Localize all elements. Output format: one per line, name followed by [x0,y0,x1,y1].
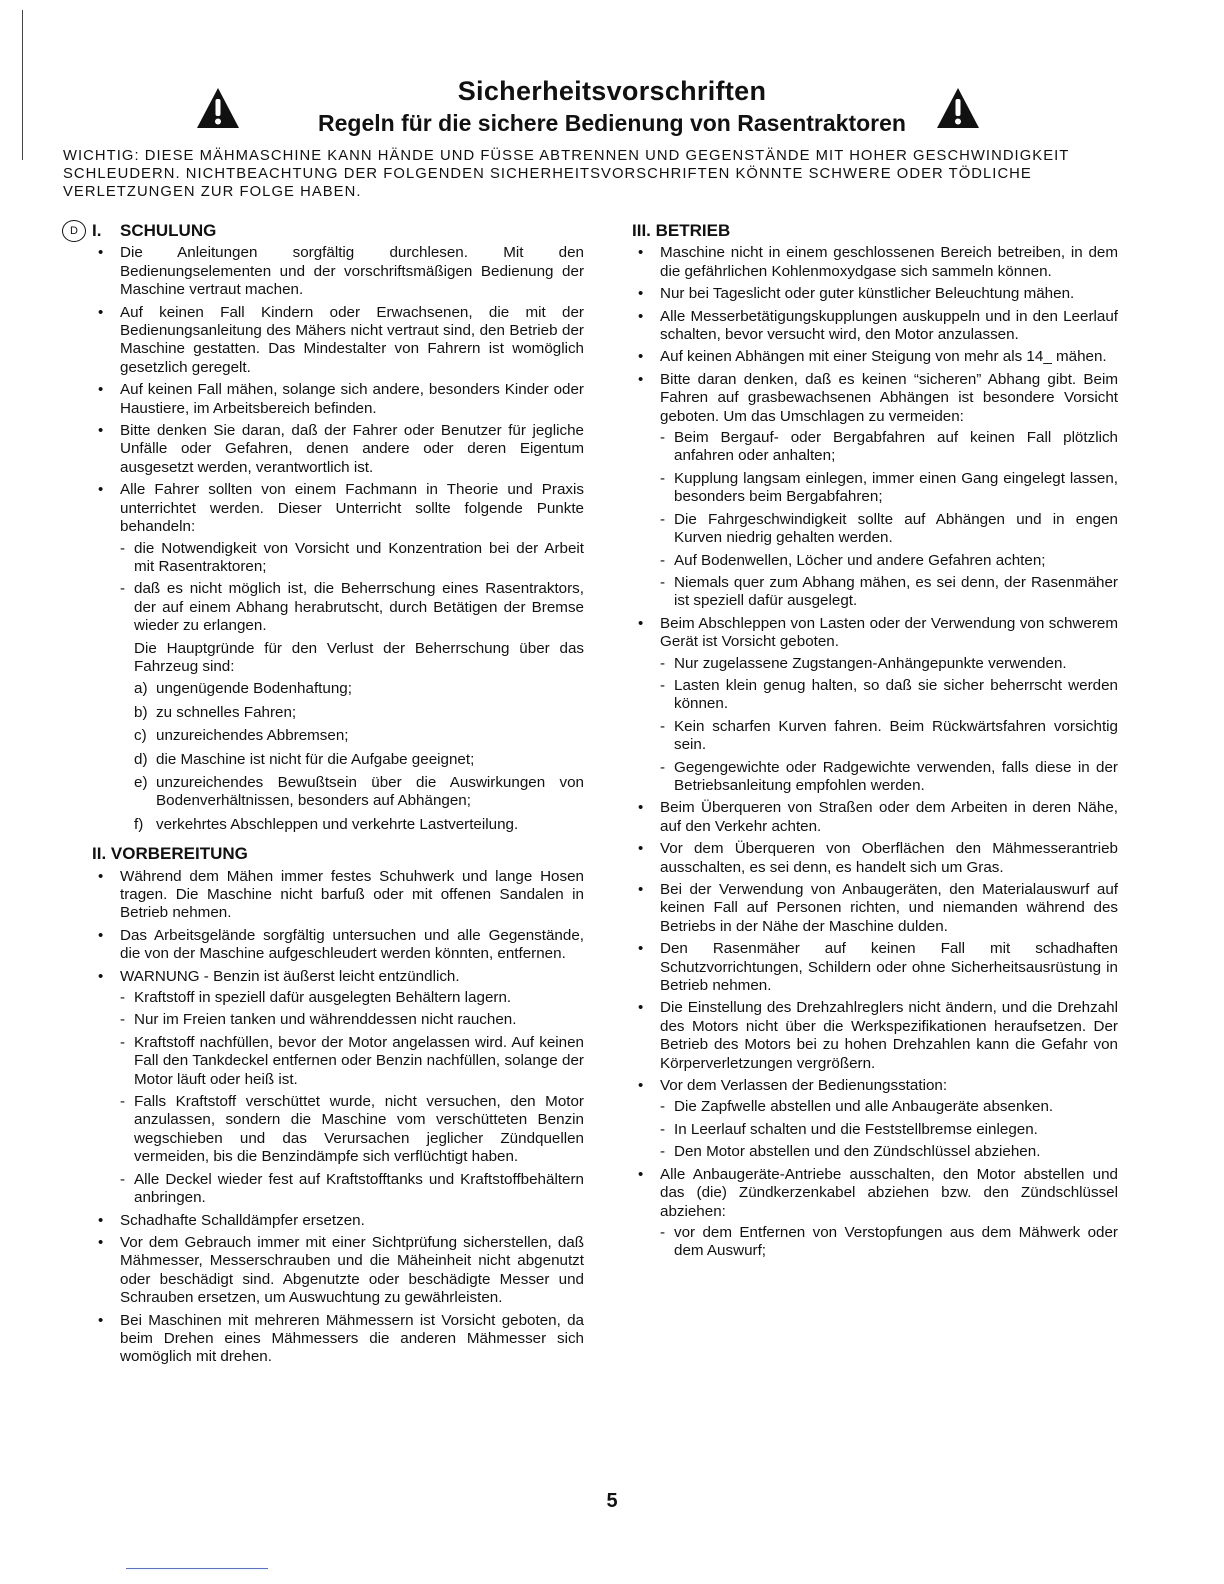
bullet-text: Bitte daran denken, daß es keinen “sicheren” Abhang gibt. Beim Fahren auf grasbewachsenen Abhängen ist besondere Vorsicht geboten. Um das Umschlagen zu vermeiden: [660,370,1118,425]
dash-list [120,989,584,1207]
language-badge: D [62,220,86,242]
dash-item: - Die Fahrgeschwindigkeit sollte auf Abhängen und in engen Kurven niedrig gehalten werden. [660,511,1118,548]
dash-item: - In Leerlauf schalten und die Feststellbremse einlegen. [660,1121,1118,1139]
bullet-item: • Das Arbeitsgelände sorgfältig untersuchen und alle Gegenstände, die von der Maschine aufgeschleudert werden könnten, entfernen. [92,927,584,964]
bullet-list [92,868,584,1367]
bullet-text: Alle Anbaugeräte-Antriebe ausschalten, den Motor abstellen und das (die) Zündkerzenkabel abziehen bzw. den Zündschlüssel abziehen: [660,1165,1118,1220]
lettered-item [134,816,584,834]
bullet-item [92,968,584,1208]
dash-item: - Kupplung langsam einlegen, immer einen Gang eingelegt lassen, besonders beim Bergabfahren; [660,470,1118,507]
dash-item: - Kraftstoff in speziell dafür ausgelegten Behältern lagern. [120,989,584,1007]
page-number: 5 [606,1490,618,1512]
bullet-list [92,244,584,834]
bullet-item [92,481,584,834]
bullet-item: • Bei Maschinen mit mehreren Mähmessern ist Vorsicht geboten, da beim Drehen eines Mähmessers die anderen Mähmesser sich womöglich mit drehen. [92,1312,584,1367]
item-text: zu schnelles Fahren; [156,703,297,721]
dash-item: - Gegengewichte oder Radgewichte verwenden, falls diese in der Betriebsanleitung empfohlen werden. [660,759,1118,796]
bullet-item: • Beim Überqueren von Straßen oder dem Arbeiten in deren Nähe, auf den Verkehr achten. [632,799,1118,836]
bullet-item [632,371,1118,611]
bullet-item: • Bitte denken Sie daran, daß der Fahrer oder Benutzer für jegliche Unfälle oder Gefahren, denen andere oder deren Eigentum ausgesetzt werden, verantwortlich ist. [92,422,584,477]
footer-rule [126,1568,268,1569]
section-title: BETRIEB [655,221,731,240]
paragraph: Die Hauptgründe für den Verlust der Beherrschung über das Fahrzeug sind: [134,639,584,675]
section-heading-schulung [70,221,584,240]
bullet-text: Beim Abschleppen von Lasten oder der Verwendung von schwerem Gerät ist Vorsicht geboten. [660,614,1118,651]
bullet-item [632,615,1118,796]
dash-item: - Den Motor abstellen und den Zündschlüssel abziehen. [660,1143,1118,1161]
warning-intro: WICHTIG: DIESE MÄHMASCHINE KANN HÄNDE UND FÜSSE ABTRENNEN UND GEGENSTÄNDE MIT HOHER GESCHWINDIGKEIT SCHLEUDERN. NICHTBEACHTUNG DER FOLGENDEN SICHERHEITSVORSCHRIFTEN KÖNNTE SCHWERE ODER TÖDLICHE VERLETZUNGEN ZUR FOLGE HABEN. [63,148,1070,200]
bullet-item: • Nur bei Tageslicht oder guter künstlicher Beleuchtung mähen. [632,285,1118,303]
right-column [632,222,1118,1265]
bullet-item: • Die Einstellung des Drehzahlreglers nicht ändern, und die Drehzahl des Motors nicht über die Werkspezifikationen heraufsetzen. Der Betrieb des Motors bei zu hohen Drehzahlen kann die Gefahr von Körperverletzungen vergrößern. [632,999,1118,1073]
dash-item: - Auf Bodenwellen, Löcher und andere Gefahren achten; [660,552,1118,570]
item-letter: b) [134,703,148,721]
section-number: I. [92,221,102,240]
page-title: Sicherheitsvorschriften [457,76,767,106]
lettered-item [134,774,584,811]
lettered-item [134,680,584,698]
dash-item: - die Notwendigkeit von Vorsicht und Konzentration bei der Arbeit mit Rasentraktoren; [120,540,584,577]
item-letter: e) [134,773,148,791]
bullet-item: • Vor dem Überqueren von Oberflächen den Mähmesserantrieb ausschalten, es sei denn, es handelt sich um Gras. [632,840,1118,877]
bullet-list [632,244,1118,1260]
dash-item: - Niemals quer zum Abhang mähen, es sei denn, der Rasenmäher ist speziell dafür ausgelegt. [660,574,1118,611]
dash-item: - Lasten klein genug halten, so daß sie sicher beherrscht werden können. [660,677,1118,714]
bullet-item: • Schadhafte Schalldämpfer ersetzen. [92,1212,584,1230]
bullet-item: • Auf keinen Abhängen mit einer Steigung von mehr als 14_ mähen. [632,348,1118,366]
bullet-item: • Die Anleitungen sorgfältig durchlesen. Mit den Bedienungselementen und der vorschriftsmäßigen Bedienung der Maschine vertraut machen. [92,244,584,299]
dash-list [660,429,1118,611]
bullet-item: • Auf keinen Fall Kindern oder Erwachsenen, die mit der Bedienungsanleitung des Mähers nicht vertraut sind, den Betrieb der Maschine gestatten. Das Mindestalter von Fahrern ist womöglich gesetzlich geregelt. [92,304,584,378]
dash-item: - Kein scharfen Kurven fahren. Beim Rückwärtsfahren vorsichtig sein. [660,718,1118,755]
section-number: III. [632,221,651,240]
dash-item: - Die Zapfwelle abstellen und alle Anbaugeräte absenken. [660,1098,1118,1116]
dash-item: - Beim Bergauf- oder Bergabfahren auf keinen Fall plötzlich anfahren oder anhalten; [660,429,1118,466]
item-letter: d) [134,750,148,768]
section-title: SCHULUNG [120,221,217,240]
bullet-item: • Während dem Mähen immer festes Schuhwerk und lange Hosen tragen. Die Maschine nicht barfuß oder mit offenen Sandalen in Betrieb nehmen. [92,868,584,923]
section-number: II. [92,844,107,864]
section-heading-vorbereitung [92,845,584,863]
lettered-item [134,704,584,722]
left-column [70,221,584,1371]
item-text: die Maschine ist nicht für die Aufgabe geeignet; [156,750,475,768]
bullet-item [632,1077,1118,1162]
bullet-item [632,1166,1118,1261]
dash-item: - Alle Deckel wieder fest auf Kraftstofftanks und Kraftstoffbehältern anbringen. [120,1171,584,1208]
section-heading-betrieb [632,222,1118,240]
item-text: ungenügende Bodenhaftung; [156,680,352,698]
bullet-item: • Alle Messerbetätigungskupplungen auskuppeln und in den Leerlauf schalten, bevor versucht wird, den Motor anzulassen. [632,308,1118,345]
dash-item: - Nur im Freien tanken und währenddessen nicht rauchen. [120,1011,584,1029]
dash-list [660,1224,1118,1261]
lettered-item [134,727,584,745]
bullet-item: • Vor dem Gebrauch immer mit einer Sichtprüfung sicherstellen, daß Mähmesser, Messerschrauben und die Mäheinheit nicht abgenutzt oder beschädigt sind. Abgenutzte oder beschädigte Messer und Schrauben ersetzen, um Auswuchtung zu gewährleisten. [92,1234,584,1308]
dash-item: - daß es nicht möglich ist, die Beherrschung eines Rasentraktors, der auf einem Abhang herabrutscht, durch Betätigen der Bremse wieder zu erlangen. [120,580,584,635]
bullet-item: • Bei der Verwendung von Anbaugeräten, den Materialauswurf auf keinen Fall auf Personen richten, und niemanden während des Betriebs in der Nähe der Maschine dulden. [632,881,1118,936]
dash-item: - Kraftstoff nachfüllen, bevor der Motor angelassen wird. Auf keinen Fall den Tankdeckel entfernen oder Benzin nachfüllen, solange der Motor läuft oder heiß ist. [120,1034,584,1089]
item-letter: a) [134,680,148,698]
item-text: verkehrtes Abschleppen und verkehrte Lastverteilung. [156,815,519,833]
lettered-list [120,680,584,834]
dash-list [120,540,584,636]
section-title: VORBEREITUNG [110,844,248,864]
dash-list [660,655,1118,796]
page-subtitle: Regeln für die sichere Bedienung von Rasentraktoren [318,110,906,136]
item-letter: c) [134,727,147,745]
dash-item: - Falls Kraftstoff verschüttet wurde, nicht versuchen, den Motor anzulassen, sondern die Maschine vom verschütteten Benzin wegschieben und das Verursachen jeglicher Zündquellen vermeiden, bis die Benzindämpfe sich verflüchtigt haben. [120,1093,584,1167]
dash-list [660,1098,1118,1161]
lettered-item [134,751,584,769]
item-text: unzureichendes Bewußtsein über die Auswirkungen von Bodenverhältnissen, besonders auf Abhängen; [156,773,584,810]
bullet-item: • Maschine nicht in einem geschlossenen Bereich betreiben, in dem die gefährlichen Kohlenmoxydgase sich sammeln können. [632,244,1118,281]
dash-item: - vor dem Entfernen von Verstopfungen aus dem Mähwerk oder dem Auswurf; [660,1224,1118,1261]
bullet-text: Vor dem Verlassen der Bedienungsstation: [660,1077,948,1095]
item-letter: f) [134,815,144,833]
item-text: unzureichendes Abbremsen; [156,727,349,745]
bullet-item: • Den Rasenmäher auf keinen Fall mit schadhaften Schutzvorrichtungen, Schildern oder ohne Sicherheitsausrüstung in Betrieb nehmen. [632,940,1118,995]
bullet-item: • Auf keinen Fall mähen, solange sich andere, besonders Kinder oder Haustiere, im Arbeitsbereich befinden. [92,381,584,418]
bullet-text: Alle Fahrer sollten von einem Fachmann in Theorie und Praxis unterrichtet werden. Dieser Unterricht sollte folgende Punkte behandeln: [120,481,584,536]
bullet-text: WARNUNG - Benzin ist äußerst leicht entzündlich. [120,967,460,985]
dash-item: - Nur zugelassene Zugstangen-Anhängepunkte verwenden. [660,655,1118,673]
